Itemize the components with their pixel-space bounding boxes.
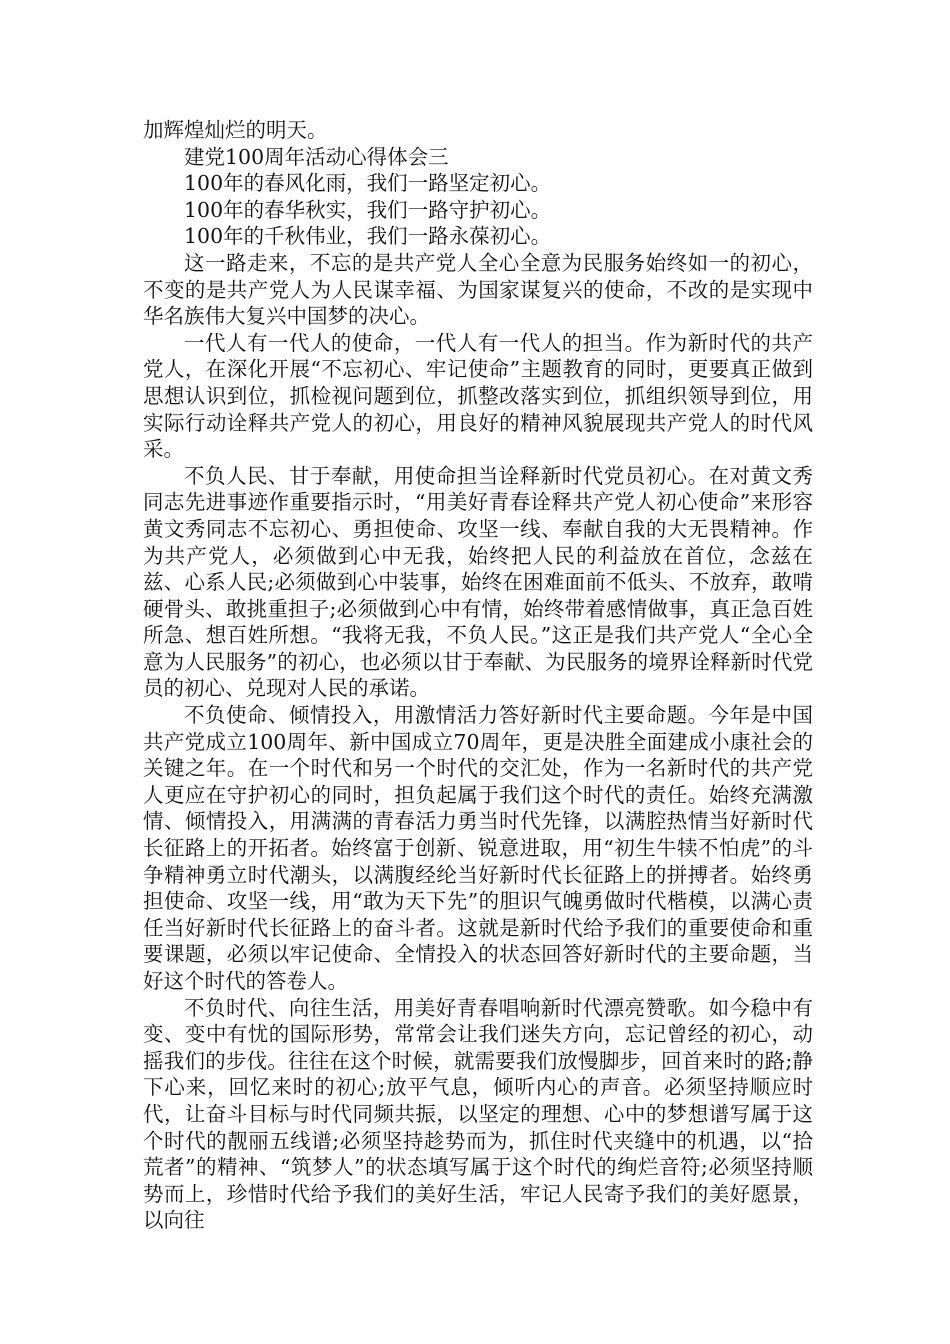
text-line: 100年的千秋伟业，我们一路永葆初心。 [184, 224, 552, 249]
paragraph: 不负使命、倾情投入，用激情活力答好新时代主要命题。今年是中国共产党成立100周年、新中国成立70周年，更是决胜全面建成小康社会的关键之年。在一个时代和另一个时代的交汇处，作为一名新时代的共产党人更应在守护初心的同时，担负起属于我们这个时代的责任。始终充满激情、倾情投入，用满满的青春活力勇当时代先锋，以满腔热情当好新时代长征路上的开拓者。始终富于创新、锐意进取，用“初生牛犊不怕虎”的斗争精神勇立时代潮头，以满腹经纶当好新时代长征路上的拼搏者。始终勇担使命、攻坚一线，用“敢为天下先”的胆识气魄勇做时代楷模，以满心责任当好新时代长征路上的奋斗者。这就是新时代给予我们的重要使命和重要课题，必须以牢记使命、全情投入的状态回答好新时代的主要命题，当好这个时代的答卷人。 [143, 703, 813, 993]
paragraph: 不负人民、甘于奉献，用使命担当诠释新时代党员初心。在对黄文秀同志先进事迹作重要指示时，“用美好青春诠释共产党人初心使命”来形容黄文秀同志不忘初心、勇担使命、攻坚一线、奉献自我的大无畏精神。作为共产党人，必须做到心中无我，始终把人民的利益放在首位，念兹在兹、心系人民;必须做到心中装事，始终在困难面前不低头、不放弃，敢啃硬骨头、敢挑重担子;必须做到心中有情，始终带着感情做事，真正急百姓所急、想百姓所想。“我将无我，不负人民。”这正是我们共产党人“全心全意为人民服务”的初心，也必须以甘于奉献、为民服务的境界诠释新时代党员的初心、兑现对人民的承诺。 [143, 463, 813, 701]
text-line: 100年的春华秋实，我们一路守护初心。 [184, 197, 552, 222]
paragraph: 一代人有一代人的使命，一代人有一代人的担当。作为新时代的共产党人，在深化开展“不忘初心、牢记使命”主题教育的同时，更要真正做到思想认识到位，抓检视问题到位，抓整改落实到位，抓组织领导到位，用实际行动诠释共产党人的初心，用良好的精神风貌展现共产党人的时代风采。 [143, 330, 813, 462]
paragraph: 不负时代、向往生活，用美好青春唱响新时代漂亮赞歌。如今稳中有变、变中有忧的国际形势，常常会让我们迷失方向，忘记曾经的初心，动摇我们的步伐。往往在这个时候，就需要我们放慢脚步，回首来时的路;静下心来，回忆来时的初心;放平气息，倾听内心的声音。必须坚持顺应时代，让奋斗目标与时代同频共振，以坚定的理想、心中的梦想谱写属于这个时代的靓丽五线谱;必须坚持趁势而为，抓住时代夹缝中的机遇，以“拾荒者”的精神、“筑梦人”的状态填写属于这个时代的绚烂音符;必须坚持顺势而上，珍惜时代给予我们的美好生活，牢记人民寄予我们的美好愿景，以向往 [143, 995, 813, 1233]
text-line: 100年的春风化雨，我们一路坚定初心。 [184, 171, 552, 196]
document-page [143, 117, 813, 1234]
section-heading: 建党100周年活动心得体会三 [184, 144, 449, 169]
text-line-continuation: 加辉煌灿烂的明天。 [143, 118, 328, 142]
paragraph: 这一路走来，不忘的是共产党人全心全意为民服务始终如一的初心，不变的是共产党人为人民谋幸福、为国家谋复兴的使命，不改的是实现中华名族伟大复兴中国梦的决心。 [143, 250, 813, 329]
